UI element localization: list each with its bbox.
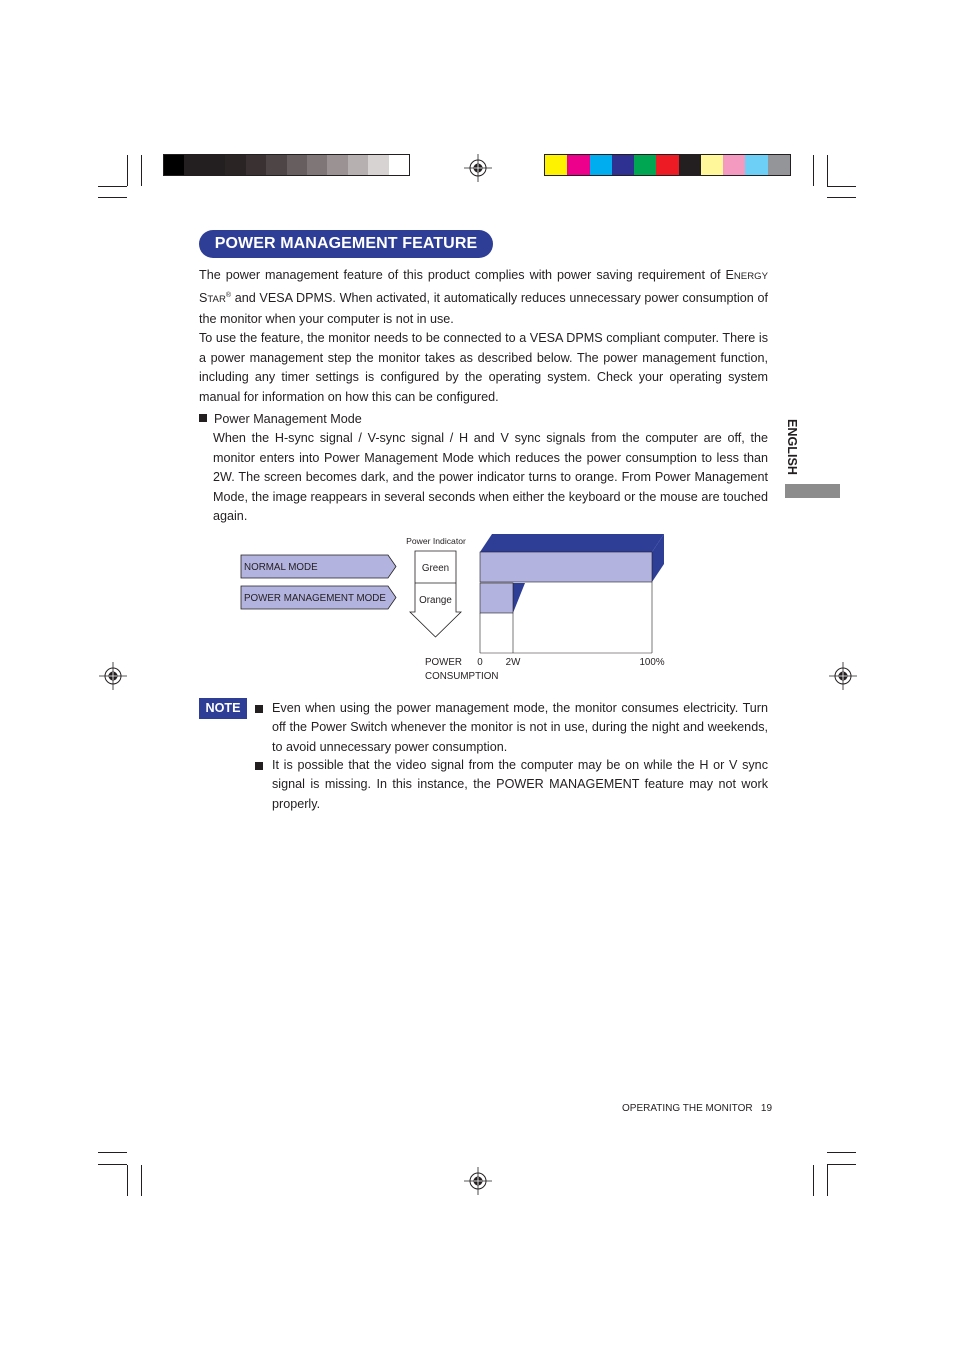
- color-swatch: [567, 155, 589, 175]
- bullet-square-icon: [255, 705, 263, 713]
- color-swatch: [768, 155, 790, 175]
- intro-paragraph-2: To use the feature, the monitor needs to be connected to a VESA DPMS compliant computer. There is a power management step the monitor takes as described below. The power management function, including any timer settings is configured by the operating system. Check your operating system manual for information on how this can be configured.: [199, 331, 768, 404]
- color-swatch: [612, 155, 634, 175]
- grayscale-swatch: [184, 155, 204, 175]
- mode-title: Power Management Mode: [199, 410, 768, 429]
- registration-mark-right-icon: [829, 662, 857, 690]
- power-mode-diagram: [235, 530, 675, 685]
- grayscale-swatch-bar: [163, 154, 410, 176]
- indicator-orange-label: Orange: [419, 595, 452, 606]
- grayscale-swatch: [225, 155, 245, 175]
- grayscale-swatch: [327, 155, 347, 175]
- color-swatch: [679, 155, 701, 175]
- indicator-title: Power Indicator: [406, 536, 466, 546]
- normal-bar-top: [480, 534, 664, 552]
- pm-bar: [480, 583, 513, 613]
- mode-body: When the H-sync signal / V-sync signal / H and V sync signals from the computer are off, the monitor enters into Power Management Mode which reduces the power consumption to less than 2W. The screen becomes dark, and the power indicator turns to orange. From Power Management Mode, the image reappears in several seconds when either the keyboard or the mouse are touched again.: [213, 431, 768, 524]
- footer-section: OPERATING THE MONITOR: [622, 1103, 753, 1114]
- pm-bar-side: [513, 583, 525, 613]
- color-swatch: [656, 155, 678, 175]
- color-swatch: [590, 155, 612, 175]
- color-swatch: [701, 155, 723, 175]
- intro-paragraph-1: The power management feature of this product complies with power saving requirement of ENERGY STAR® and VESA DPMS. When activated, it automatically reduces unnecessary power consumption of the monitor when your computer is not in use.: [199, 268, 768, 326]
- note-badge: NOTE: [199, 698, 247, 719]
- grayscale-swatch: [205, 155, 225, 175]
- color-swatch-bar: [544, 154, 791, 176]
- bullet-square-icon: [255, 762, 263, 770]
- intro-text: [199, 266, 768, 407]
- registration-mark-bottom-icon: [464, 1167, 492, 1195]
- grayscale-swatch: [368, 155, 388, 175]
- registration-mark-left-icon: [99, 662, 127, 690]
- grayscale-swatch: [287, 155, 307, 175]
- indicator-green-label: Green: [421, 563, 450, 574]
- axis-tick-0: 0: [477, 657, 483, 668]
- color-swatch: [745, 155, 767, 175]
- color-swatch: [545, 155, 567, 175]
- grayscale-swatch: [389, 155, 409, 175]
- power-management-mode-label: POWER MANAGEMENT MODE: [244, 593, 386, 604]
- grayscale-swatch: [266, 155, 286, 175]
- normal-bar: [480, 552, 652, 582]
- axis-tick-100: 100%: [639, 657, 665, 668]
- bullet-square-icon: [199, 414, 207, 422]
- registration-mark-top-icon: [464, 154, 492, 182]
- page-footer: [622, 1103, 772, 1114]
- note-item-1: Even when using the power management mode, the monitor consumes electricity. Turn off the Power Switch whenever the monitor is not in use, during the night and weekends, to avoid unnecessary power consumption.: [255, 699, 768, 757]
- grayscale-swatch: [164, 155, 184, 175]
- grayscale-swatch: [307, 155, 327, 175]
- axis-label-line-2: CONSUMPTION: [425, 671, 499, 682]
- color-swatch: [634, 155, 656, 175]
- mode-section: [199, 410, 768, 526]
- section-heading: POWER MANAGEMENT FEATURE: [199, 230, 493, 258]
- grayscale-swatch: [246, 155, 266, 175]
- note-item-2: It is possible that the video signal from the computer may be on while the H or V sync signal is missing. In this instance, the POWER MANAGEMENT feature may not work properly.: [255, 756, 768, 814]
- language-tab: ENGLISH: [785, 419, 799, 475]
- page-number: 19: [760, 1103, 773, 1114]
- thumb-index-bar: [785, 484, 840, 498]
- color-swatch: [723, 155, 745, 175]
- normal-mode-label: NORMAL MODE: [244, 562, 318, 573]
- grayscale-swatch: [348, 155, 368, 175]
- axis-label-line-1: POWER: [425, 657, 463, 668]
- consumption-bars: [480, 534, 664, 653]
- axis-tick-2w: 2W: [505, 657, 521, 668]
